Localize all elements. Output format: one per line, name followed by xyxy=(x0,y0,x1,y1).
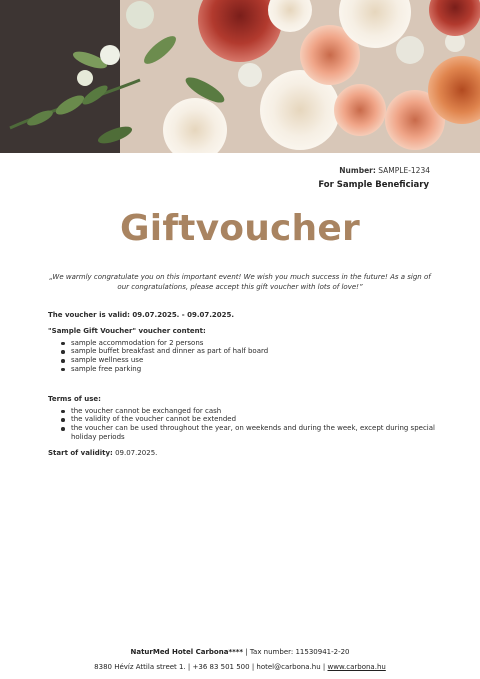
hotel-name: NaturMed Hotel Carbona**** xyxy=(130,648,244,656)
list-item: sample accommodation for 2 persons xyxy=(60,339,438,348)
list-item: the voucher cannot be exchanged for cash xyxy=(60,407,438,416)
voucher-title: Giftvoucher xyxy=(120,208,360,249)
list-item: sample free parking xyxy=(60,365,438,374)
floral-header-image xyxy=(0,0,480,153)
contact-details: 8380 Hévíz Attila street 1. | +36 83 501 500 | hotel@carbona.hu | xyxy=(94,663,326,671)
validity-text: The voucher is valid: 09.07.2025. - 09.07.2025. xyxy=(48,311,235,319)
terms-heading: Terms of use: xyxy=(48,394,101,403)
voucher-number xyxy=(339,166,430,175)
start-value: 09.07.2025. xyxy=(115,448,158,457)
tax-number: | Tax number: 11530941-2-20 xyxy=(245,648,350,656)
congratulation-quote: „We warmly congratulate you on this important event! We wish you much success in the future! As a sign of our congratulations, please accept this gift voucher with lots of love!” xyxy=(49,273,431,291)
voucher-number-label: Number: xyxy=(339,166,376,175)
terms-list xyxy=(60,407,438,442)
beneficiary-line: For Sample Beneficiary xyxy=(318,180,429,190)
list-item: the validity of the voucher cannot be extended xyxy=(60,415,438,424)
website-link[interactable]: www.carbona.hu xyxy=(327,663,386,671)
list-item: sample buffet breakfast and dinner as part of half board xyxy=(60,347,438,356)
footer-hotel-line xyxy=(0,648,480,656)
contents-heading: "Sample Gift Voucher" voucher content: xyxy=(48,326,206,335)
start-of-validity xyxy=(48,449,438,458)
start-label: Start of validity: xyxy=(48,448,113,457)
validity-line xyxy=(48,311,438,320)
list-item: sample wellness use xyxy=(60,356,438,365)
voucher-number-value: SAMPLE-1234 xyxy=(378,166,430,175)
voucher-details xyxy=(48,311,438,458)
list-item: the voucher can be used throughout the year, on weekends and during the week, except during special holiday periods xyxy=(60,424,438,442)
flower-bouquet-illustration xyxy=(0,0,480,153)
footer-contact-line xyxy=(0,663,480,671)
contents-list xyxy=(60,339,438,374)
